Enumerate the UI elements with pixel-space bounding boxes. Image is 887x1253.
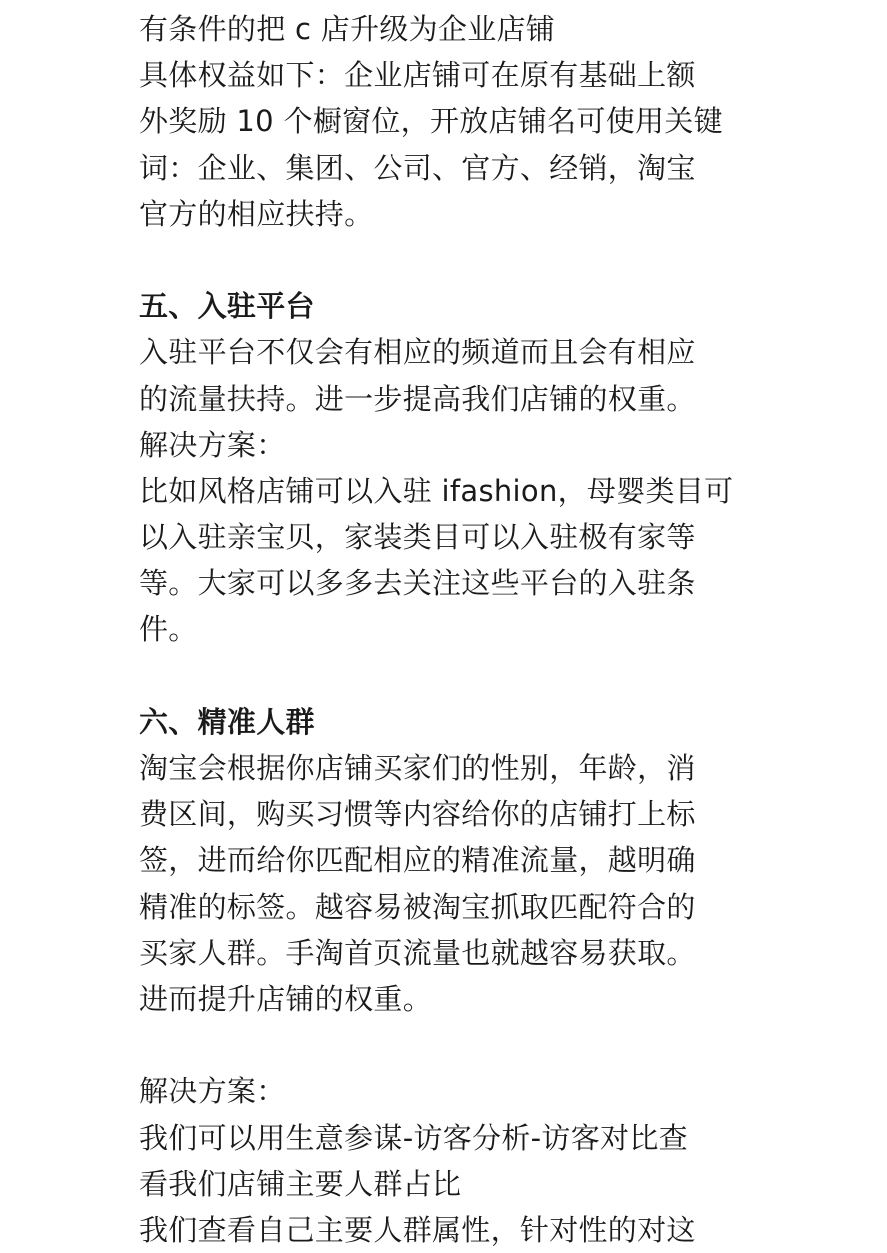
- text-line: 具体权益如下：企业店铺可在原有基础上额: [139, 58, 696, 93]
- text-line: 我们查看自己主要人群属性，针对性的对这: [139, 1212, 696, 1247]
- text-line: 官方的相应扶持。: [139, 196, 374, 231]
- text-line: 签，进而给你匹配相应的精准流量，越明确: [139, 843, 696, 878]
- text-line: 比如风格店铺可以入驻 ifashion，母婴类目可: [139, 473, 734, 508]
- text-line: 等。大家可以多多去关注这些平台的入驻条: [139, 566, 696, 601]
- text-line: 入驻平台不仅会有相应的频道而且会有相应: [139, 335, 696, 370]
- text-line: 词：企业、集团、公司、官方、经销，淘宝: [139, 150, 696, 185]
- paragraph-enterprise-upgrade: [139, 6, 759, 237]
- text-line: 以入驻亲宝贝，家装类目可以入驻极有家等: [139, 520, 696, 555]
- paragraph-solution: [139, 1068, 759, 1253]
- text-line: 有条件的把 c 店升级为企业店铺: [139, 12, 556, 46]
- paragraph-spacer: [139, 237, 759, 283]
- paragraph-audience: [139, 745, 759, 1022]
- text-line: 解决方案：: [139, 1074, 286, 1109]
- article-body: [139, 6, 759, 1253]
- text-line: 精准的标签。越容易被淘宝抓取匹配符合的: [139, 889, 696, 924]
- text-line: 淘宝会根据你店铺买家们的性别，年龄，消: [139, 751, 696, 785]
- text-line: 进而提升店铺的权重。: [139, 981, 433, 1016]
- text-line: 件。: [139, 612, 198, 647]
- text-line: 买家人群。手淘首页流量也就越容易获取。: [139, 935, 696, 970]
- paragraph-spacer: [139, 1022, 759, 1068]
- text-line: 外奖励 10 个橱窗位，开放店铺名可使用关键: [139, 104, 723, 139]
- text-line: 解决方案：: [139, 427, 286, 462]
- text-line: 的流量扶持。进一步提高我们店铺的权重。: [139, 381, 696, 416]
- paragraph-spacer: [139, 653, 759, 699]
- section-heading-audience: 六、精准人群: [139, 704, 315, 739]
- text-line: 我们可以用生意参谋-访客分析-访客对比查: [139, 1120, 688, 1155]
- section-heading-platform: 五、入驻平台: [139, 289, 315, 324]
- text-line: 费区间，购买习惯等内容给你的店铺打上标: [139, 797, 696, 832]
- text-line: 看我们店铺主要人群占比: [139, 1166, 462, 1201]
- paragraph-platform: [139, 329, 759, 652]
